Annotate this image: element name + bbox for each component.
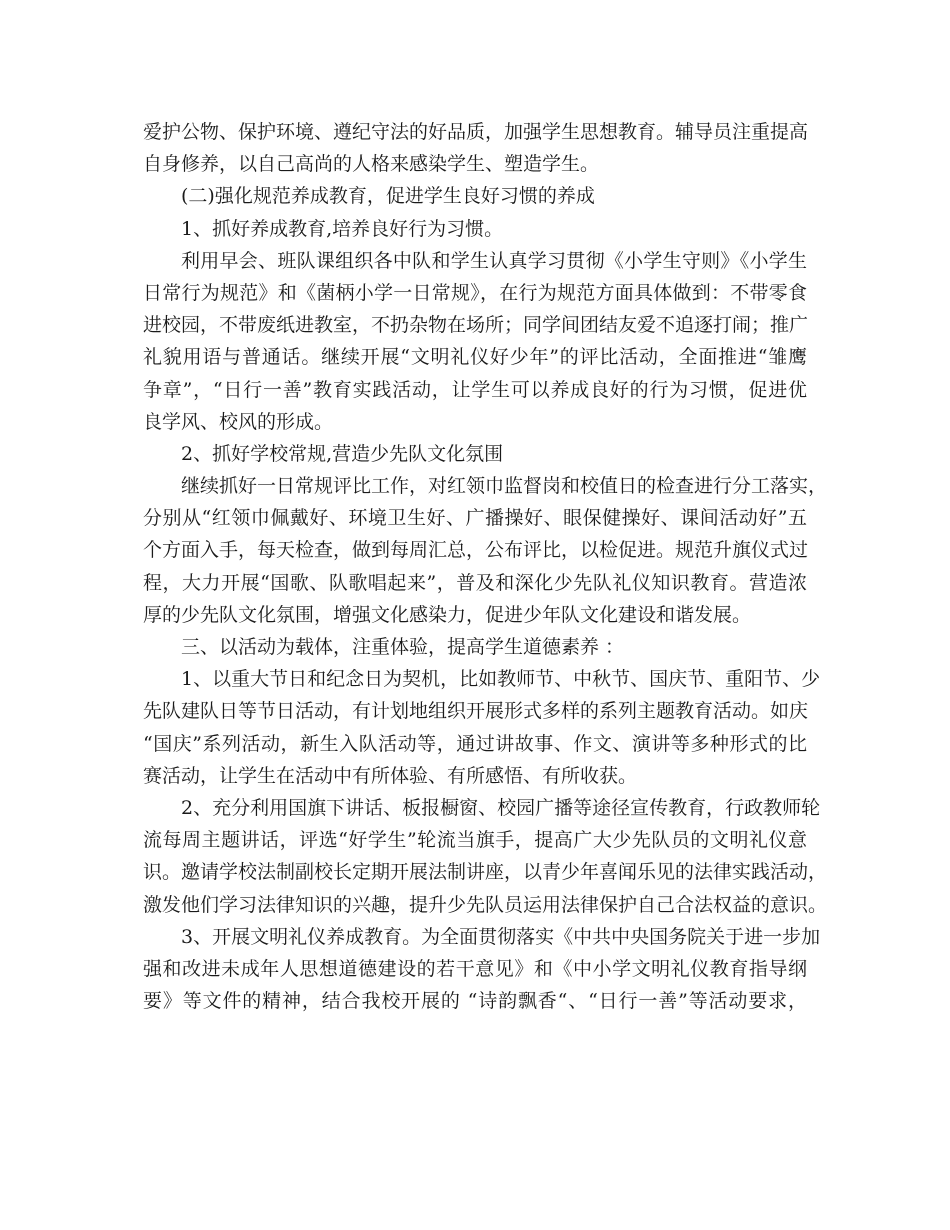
text-line: 识。邀请学校法制副校长定期开展法制讲座，以青少年喜闻乐见的法律实践活动， (143, 861, 828, 884)
text-line: 继续抓好一日常规评比工作，对红领巾监督岗和校值日的检查进行分工落实， (181, 475, 828, 498)
text-line: 个方面入手，每天检查，做到每周汇总，公布评比，以检促进。规范升旗仪式过 (143, 539, 809, 562)
text-line: 要》等文件的精神，结合我校开展的 “诗韵飘香“、“日行一善”等活动要求， (143, 990, 807, 1013)
item-heading: 1、抓好养成教育,培养良好行为习惯。 (181, 217, 504, 240)
text-line: 程，大力开展“国歌、队歌唱起来”，普及和深化少先队礼仪知识教育。营造浓 (143, 571, 807, 594)
text-line: 先队建队日等节日活动，有计划地组织开展形式多样的系列主题教育活动。如庆 (143, 700, 809, 723)
text-line: “国庆”系列活动，新生入队活动等，通过讲故事、作文、演讲等多种形式的比 (143, 732, 807, 755)
text-line: 2、充分利用国旗下讲话、板报橱窗、校园广播等途径宣传教育，行政教师轮 (181, 796, 821, 819)
text-line: 强和改进未成年人思想道德建设的若干意见》和《中小学文明礼仪教育指导纲 (143, 957, 807, 980)
item-heading: 2、抓好学校常规,营造少先队文化氛围 (181, 442, 504, 465)
text-line: 赛活动，让学生在活动中有所体验、有所感悟、有所收获。 (143, 764, 638, 787)
text-line: 1、以重大节日和纪念日为契机，比如教师节、中秋节、国庆节、重阳节、少 (181, 668, 821, 691)
text-line: 礼貌用语与普通话。继续开展“文明礼仪好少年”的评比活动，全面推进“雏鹰 (143, 346, 807, 369)
text-line: 厚的少先队文化氛围，增强文化感染力，促进少年队文化建设和谐发展。 (143, 603, 752, 626)
text-line: 分别从“红领巾佩戴好、环境卫生好、广播操好、眼保健操好、课间活动好”五 (143, 507, 807, 530)
text-line: 争章”，“日行一善”教育实践活动，让学生可以养成良好的行为习惯，促进优 (143, 378, 807, 401)
body-text (143, 116, 828, 1017)
text-line: 爱护公物、保护环境、遵纪守法的好品质，加强学生思想教育。辅导员注重提高 (143, 121, 809, 143)
text-line: 良学风、校风的形成。 (143, 410, 334, 433)
text-line: 自身修养，以自己高尚的人格来感染学生、塑造学生。 (143, 153, 600, 176)
text-line: 流每周主题讲话，评选“好学生”轮流当旗手，提高广大少先队员的文明礼仪意 (143, 829, 807, 852)
text-line: 3、开展文明礼仪养成教育。为全面贯彻落实《中共中央国务院关于进一步加 (181, 925, 821, 948)
text-line: 进校园，不带废纸进教室，不扔杂物在场所；同学间团结友爱不追逐打闹；推广 (143, 314, 809, 337)
section-heading: 三、以活动为载体，注重体验，提高学生道德素养 ： (181, 636, 625, 658)
text-line: 日常行为规范》和《菌柄小学一日常规》，在行为规范方面具体做到：不带零食 (143, 281, 807, 304)
text-line: 激发他们学习法律知识的兴趣，提升少先队员运用法律保护自己合法权益的意识。 (143, 893, 828, 916)
section-heading: (二)强化规范养成教育，促进学生良好习惯的养成 (181, 185, 595, 208)
text-line: 利用早会、班队课组织各中队和学生认真学习贯彻《小学生守则》《小学生 (181, 249, 807, 272)
